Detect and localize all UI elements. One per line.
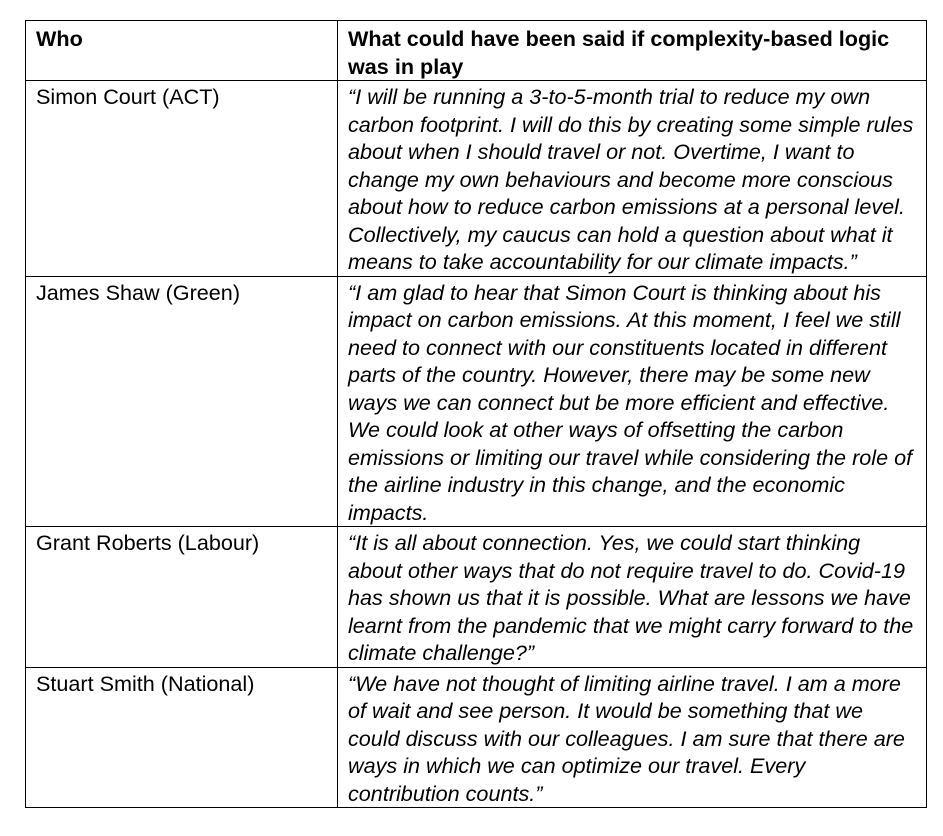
row-who: Simon Court (ACT) [26,81,338,277]
table-row [26,527,927,668]
header-who: Who [26,21,338,81]
row-quote: “I am glad to hear that Simon Court is thinking about his impact on carbon emissions. At this moment, I feel we still need to connect with our constituents located in different parts of the country. However, there may be some new ways we can connect but be more efficient and effective. We could look at other ways of offsetting the carbon emissions or limiting our travel while considering the role of the airline industry in this change, and the economic impacts. [338,276,927,527]
row-who: Grant Roberts (Labour) [26,527,338,668]
table-row [26,276,927,527]
row-quote: “It is all about connection. Yes, we could start thinking about other ways that do not require travel to do. Covid-19 has shown us that it is possible. What are lessons we have learnt from the pandemic that we might carry forward to the climate challenge?” [338,527,927,668]
row-quote: “I will be running a 3-to-5-month trial to reduce my own carbon footprint. I will do this by creating some simple rules about when I should travel or not. Overtime, I want to change my own behaviours and become more conscious about how to reduce carbon emissions at a personal level. Collectively, my caucus can hold a question about what it means to take accountability for our climate impacts.” [338,81,927,277]
row-who: James Shaw (Green) [26,276,338,527]
quotes-table [25,20,927,808]
table-row [26,81,927,277]
row-who: Stuart Smith (National) [26,667,338,808]
table-row [26,667,927,808]
row-quote: “We have not thought of limiting airline travel. I am a more of wait and see person. It would be something that we could discuss with our colleagues. I am sure that there are ways in which we can optimize our travel. Every contribution counts.” [338,667,927,808]
header-quote: What could have been said if complexity-based logic was in play [338,21,927,81]
table-header-row [26,21,927,81]
